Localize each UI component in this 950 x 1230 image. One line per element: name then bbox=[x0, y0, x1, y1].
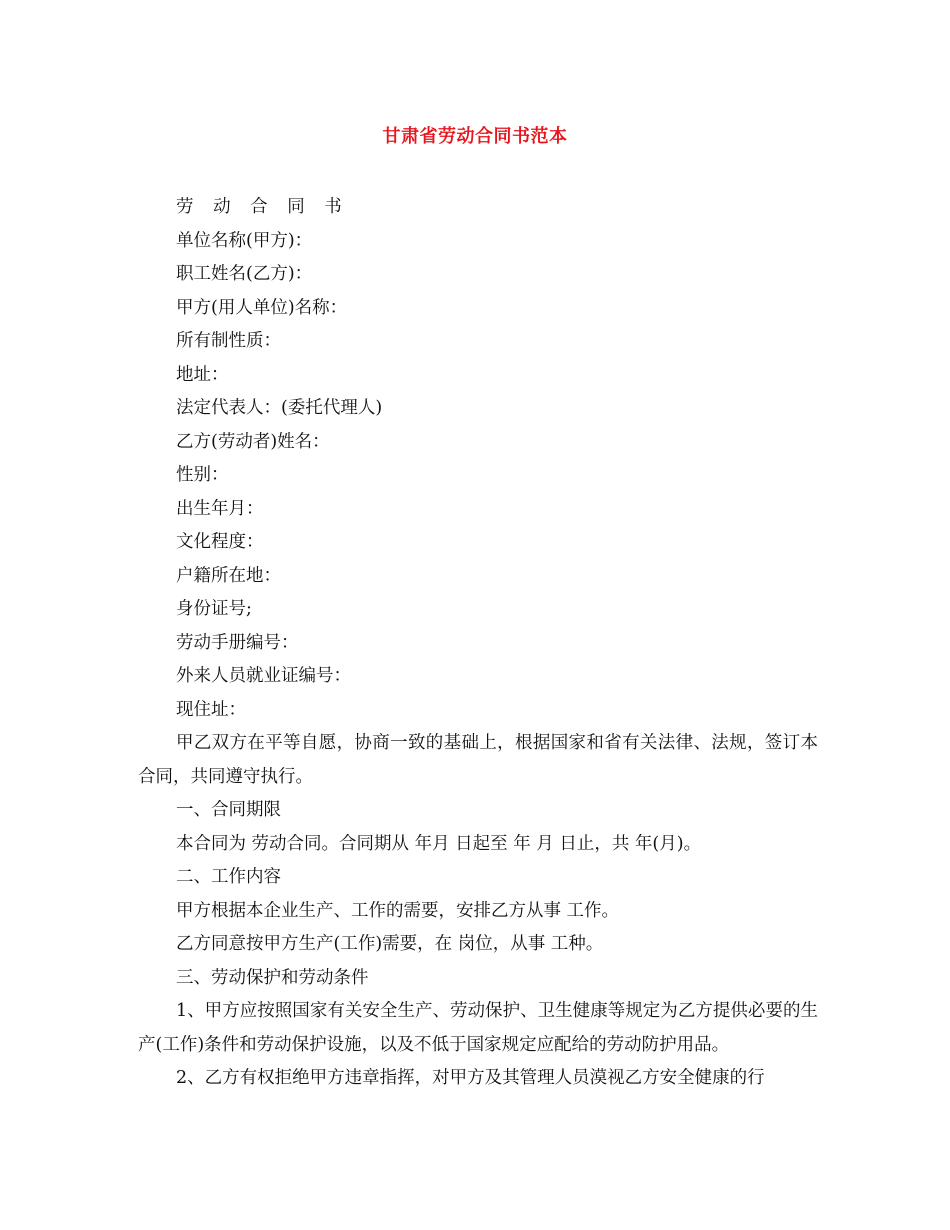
section-heading-work-content: 二、工作内容 bbox=[176, 867, 281, 887]
field-employee-name: 职工姓名(乙方)： bbox=[176, 264, 313, 284]
field-current-address: 现住址： bbox=[176, 699, 246, 720]
intro-paragraph: 甲乙双方在平等自愿，协商一致的基础上，根据国家和省有关法律、法规，签订本合同，共同遵守执行。 bbox=[138, 733, 818, 787]
document-title: 甘肃省劳动合同书范本 bbox=[382, 126, 568, 147]
labor-protection-item-2: 2、乙方有权拒绝甲方违章指挥，对甲方及其管理人员漠视乙方安全健康的行 bbox=[176, 1068, 765, 1088]
work-content-text-2: 乙方同意按甲方生产(工作)需要，在 岗位，从事 工种。 bbox=[176, 934, 604, 954]
field-legal-representative: 法定代表人：(委托代理人) bbox=[176, 398, 383, 418]
document-body bbox=[138, 191, 818, 1096]
contract-heading: 劳 动 合 同 书 bbox=[176, 197, 349, 217]
section-heading-labor-protection: 三、劳动保护和劳动条件 bbox=[176, 967, 369, 988]
field-gender: 性别： bbox=[176, 465, 229, 485]
field-employer-unit-name: 甲方(用人单位)名称： bbox=[176, 297, 348, 318]
field-address: 地址： bbox=[176, 364, 229, 385]
field-id-number: 身份证号; bbox=[176, 599, 252, 619]
field-ownership-type: 所有制性质： bbox=[176, 331, 281, 351]
labor-protection-item-1: 1、甲方应按照国家有关安全生产、劳动保护、卫生健康等规定为乙方提供必要的生产(工作)条件和劳动保护设施，以及不低于国家规定应配给的劳动防护用品。 bbox=[138, 1001, 818, 1055]
work-content-text-1: 甲方根据本企业生产、工作的需要，安排乙方从事 工作。 bbox=[176, 900, 620, 921]
field-labor-handbook-number: 劳动手册编号： bbox=[176, 632, 299, 653]
field-birth-date: 出生年月： bbox=[176, 498, 264, 519]
contract-term-text: 本合同为 劳动合同。合同期从 年月 日起至 年 月 日止，共 年(月)。 bbox=[176, 833, 702, 854]
field-household-registration: 户籍所在地： bbox=[176, 565, 281, 586]
field-employment-permit-number: 外来人员就业证编号： bbox=[176, 666, 351, 686]
field-education: 文化程度： bbox=[176, 532, 264, 552]
section-heading-contract-term: 一、合同期限 bbox=[176, 800, 281, 820]
field-worker-name: 乙方(劳动者)姓名： bbox=[176, 431, 330, 452]
field-employer-name: 单位名称(甲方)： bbox=[176, 230, 313, 251]
